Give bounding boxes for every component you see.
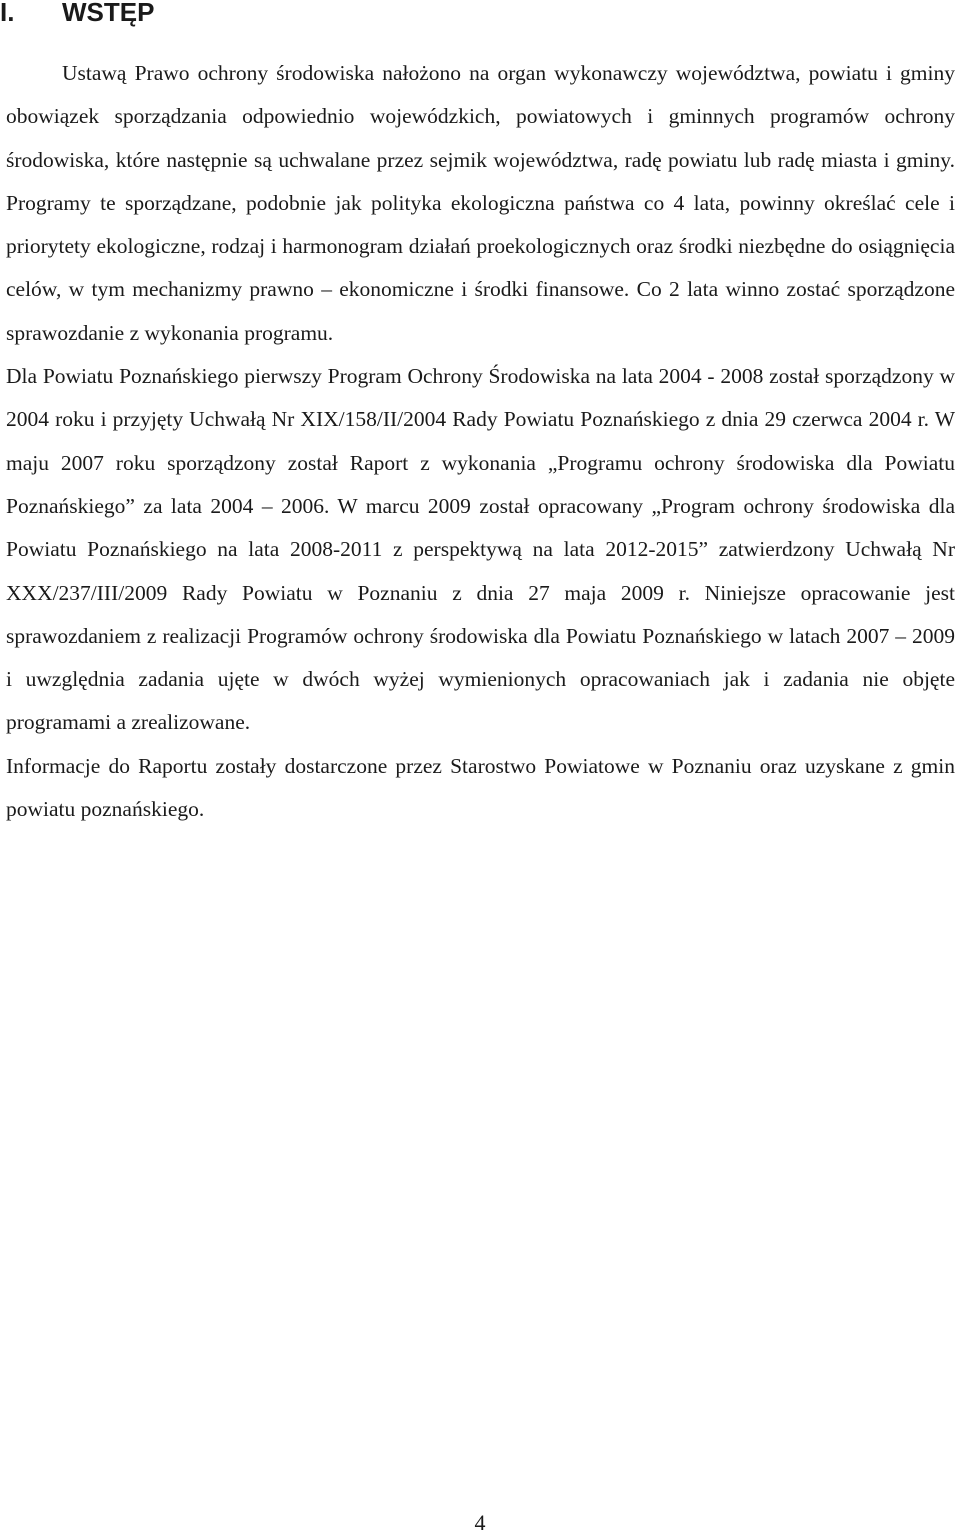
paragraph-sources: Informacje do Raportu zostały dostarczone przez Starostwo Powiatowe w Poznaniu oraz uzyskane z gmin powiatu poznańskiego.: [6, 753, 955, 822]
document-body: [6, 52, 955, 831]
paragraph-intro: Ustawą Prawo ochrony środowiska nałożono na organ wykonawczy województwa, powiatu i gminy obowiązek sporządzania odpowiednio wojewódzkich, powiatowych i gminnych programów ochrony środowiska, które następnie są uchwalane przez sejmik województwa, radę powiatu lub radę miasta i gminy. Programy te sporządzane, podobnie jak polityka ekologiczna państwa co 4 lata, powinny określać cele i priorytety ekologiczne, rodzaj i harmonogram działań proekologicznych oraz środki niezbędne do osiągnięcia celów, w tym mechanizmy prawno – ekonomiczne i środki finansowe. Co 2 lata winno zostać sporządzone sprawozdanie z wykonania programu.: [6, 61, 955, 345]
section-number: I.: [0, 0, 15, 27]
section-heading: [0, 0, 154, 28]
section-title: WSTĘP: [62, 0, 155, 27]
page-number: 4: [474, 1510, 486, 1535]
paragraph-history: Dla Powiatu Poznańskiego pierwszy Program Ochrony Środowiska na lata 2004 - 2008 został sporządzony w 2004 roku i przyjęty Uchwałą Nr XIX/158/II/2004 Rady Powiatu Poznańskiego z dnia 29 czerwca 2004 r. W maju 2007 roku sporządzony został Raport z wykonania „Programu ochrony środowiska dla Powiatu Poznańskiego” za lata 2004 – 2006. W marcu 2009 został opracowany „Program ochrony środowiska dla Powiatu Poznańskiego na lata 2008-2011 z perspektywą na lata 2012-2015” zatwierdzony Uchwałą Nr XXX/237/III/2009 Rady Powiatu w Poznaniu z dnia 27 maja 2009 r. Niniejsze opracowanie jest sprawozdaniem z realizacji Programów ochrony środowiska dla Powiatu Poznańskiego w latach 2007 – 2009 i uwzględnia zadania ujęte w dwóch wyżej wymienionych opracowaniach jak i zadania nie objęte programami a zrealizowane.: [6, 364, 955, 735]
